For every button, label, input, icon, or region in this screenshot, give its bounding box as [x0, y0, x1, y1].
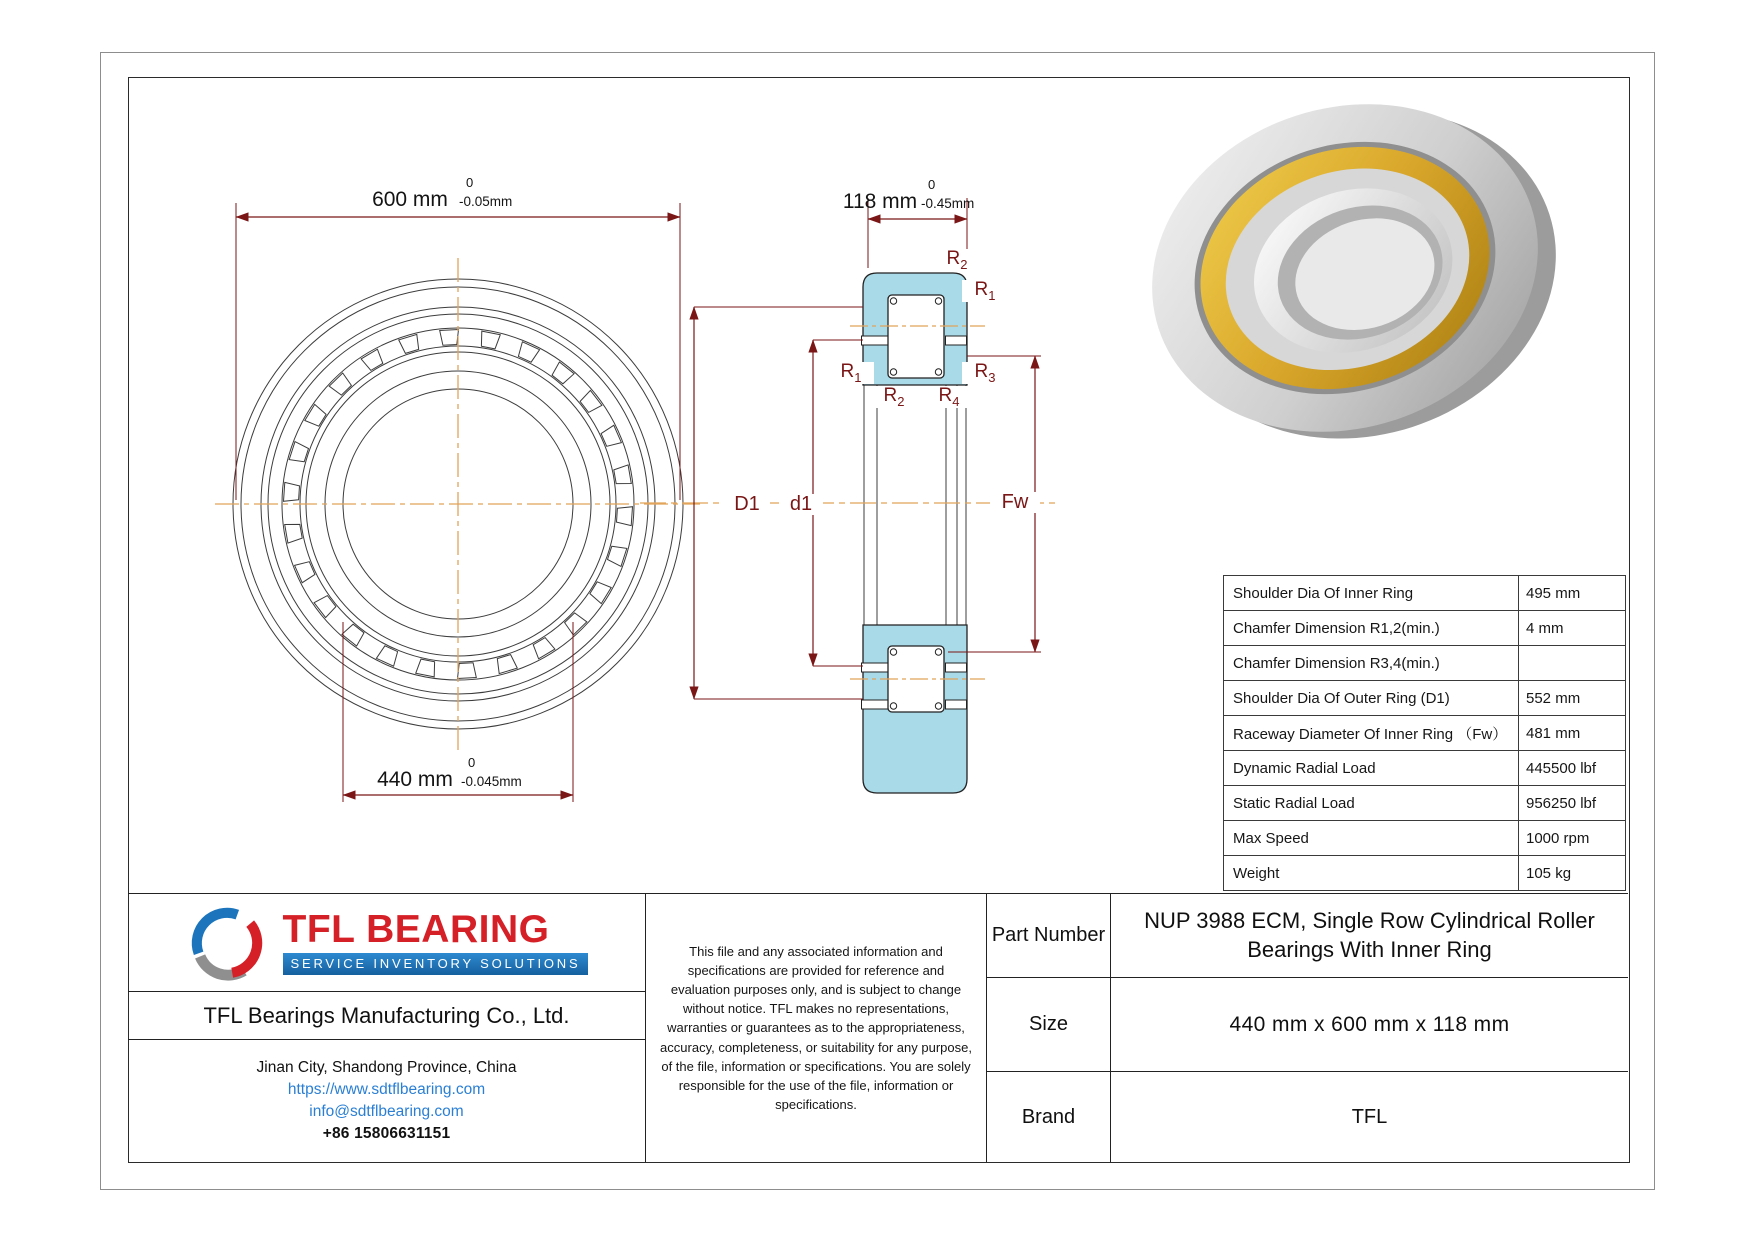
dim-width-tol-upper: 0: [928, 177, 936, 192]
spec-row: Weight 105 kg: [1224, 855, 1625, 890]
brand-row: [987, 1071, 1628, 1162]
company-website-link[interactable]: https://www.sdtflbearing.com: [287, 1081, 486, 1098]
dim-bore-value: 440 mm: [377, 768, 453, 791]
chamfer-label-r4-bottom: $R_4$: [926, 386, 972, 408]
dim-bore-tol-lower: -0.045mm: [461, 774, 522, 789]
part-number-value: NUP 3988 ECM, Single Row Cylindrical Roller Bearings With Inner Ring: [1110, 894, 1628, 977]
label-shoulder-inner-d1: d1: [779, 494, 823, 515]
dim-od-tol-lower: -0.05mm: [459, 194, 513, 209]
size-label: Size: [1029, 1013, 1068, 1035]
brand-label: Brand: [1021, 1105, 1076, 1128]
dim-od-value: 600 mm: [372, 188, 448, 211]
company-column: [128, 894, 645, 1162]
logo-wordmark: TFL BEARING: [282, 908, 550, 951]
spec-row: Raceway Diameter Of Inner Ring （Fw） 481 mm: [1224, 715, 1625, 750]
part-info-column: [986, 894, 1628, 1162]
bearing-3d-render: [1109, 51, 1599, 493]
spec-row: Chamfer Dimension R3,4(min.): [1224, 645, 1625, 680]
company-email-link[interactable]: info@sdtflbearing.com: [309, 1103, 464, 1120]
tfl-logo-icon: [185, 901, 269, 985]
spec-row: Shoulder Dia Of Inner Ring 495 mm: [1224, 576, 1625, 610]
logo-tagline: SERVICE INVENTORY SOLUTIONS: [283, 953, 589, 975]
dim-od-tol-upper: 0: [466, 175, 474, 190]
spec-row: Chamfer Dimension R1,2(min.) 4 mm: [1224, 610, 1625, 645]
label-shoulder-outer-d1: D1: [724, 494, 770, 515]
company-name: TFL Bearings Manufacturing Co., Ltd.: [128, 991, 645, 1039]
brand-value: TFL: [1110, 1072, 1628, 1162]
size-row: [987, 977, 1628, 1071]
disclaimer-column: [645, 894, 986, 1162]
spec-row: Max Speed 1000 rpm: [1224, 820, 1625, 855]
spec-row: Static Radial Load 956250 lbf: [1224, 785, 1625, 820]
chamfer-label-r3-right: $R_3$: [962, 362, 1008, 384]
chamfer-label-r2-bottom: $R_2$: [871, 386, 917, 408]
spec-row: Shoulder Dia Of Outer Ring (D1) 552 mm: [1224, 680, 1625, 715]
chamfer-label-r2-top: $R_2$: [934, 249, 980, 271]
dim-width-tol-lower: -0.45mm: [921, 196, 975, 211]
spec-row: Dynamic Radial Load 445500 lbf: [1224, 750, 1625, 785]
dim-width-value: 118 mm: [842, 190, 918, 213]
part-number-label: Part Number: [991, 924, 1106, 946]
chamfer-label-r1-top-right: $R_1$: [962, 280, 1008, 302]
chamfer-label-r1-left: $R_1$: [828, 362, 874, 384]
company-contact: [128, 1039, 645, 1162]
dim-bore-tol-upper: 0: [468, 755, 476, 770]
company-logo: [128, 894, 645, 991]
part-number-row: [987, 894, 1628, 977]
label-raceway-fw: Fw: [990, 492, 1040, 513]
disclaimer-text: This file and any associated information and specifications are provided for reference and evaluation purposes only, and is subject to change without notice. TFL makes no representations, warranties or guarantees as to the appropriateness, accuracy, completeness, or suitability for any purpose, of the file, information or specifications. You are solely responsible for the use of the file, information or specifications.: [660, 944, 972, 1112]
company-address: Jinan City, Shandong Province, China: [256, 1059, 517, 1076]
title-block: [128, 893, 1628, 1162]
size-value: 440 mm x 600 mm x 118 mm: [1110, 978, 1628, 1071]
spec-table: [1223, 575, 1626, 891]
company-phone: +86 15806631151: [322, 1125, 451, 1142]
section-connector-lines: [864, 385, 966, 625]
